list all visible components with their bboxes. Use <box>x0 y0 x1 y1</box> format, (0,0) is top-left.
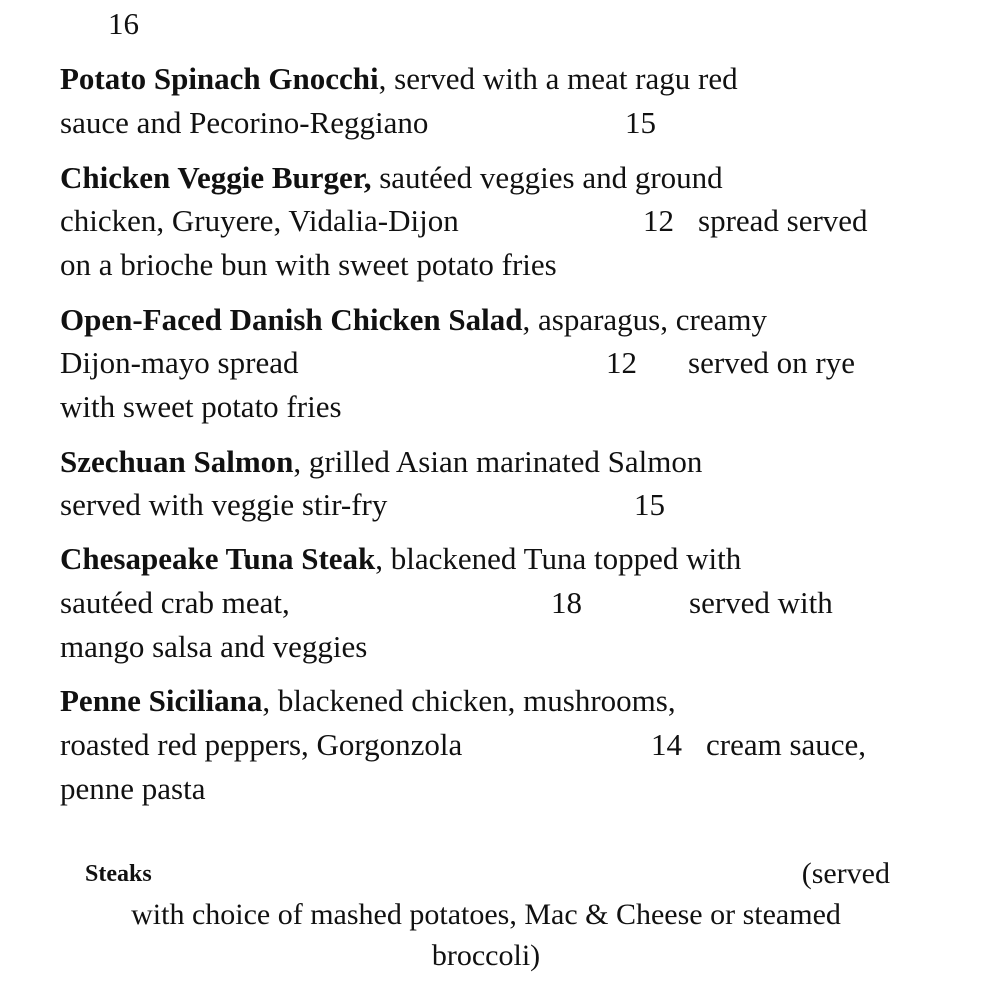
menu-item-name: Chesapeake Tuna Steak <box>60 541 376 576</box>
menu-item-name: Potato Spinach Gnocchi <box>60 61 379 96</box>
menu-item-description: sautéed veggies and ground <box>371 160 723 195</box>
menu-item-description: sautéed crab meat, <box>60 585 290 620</box>
menu-item-line <box>60 61 738 97</box>
menu-item-description: Dijon-mayo spread <box>60 345 299 380</box>
menu-item-name: Penne Siciliana <box>60 683 263 718</box>
menu-item-description: , asparagus, creamy <box>522 302 767 337</box>
menu-item-name: Open-Faced Danish Chicken Salad <box>60 302 523 337</box>
menu-item-description: served on rye <box>688 345 855 380</box>
menu-item-description: cream sauce, <box>706 727 867 762</box>
menu-item-description: sauce and Pecorino-Reggiano <box>60 105 429 140</box>
menu-item-name: Chicken Veggie Burger, <box>60 160 372 195</box>
item-price: 16 <box>108 6 139 41</box>
menu-item-description: served with <box>689 585 833 620</box>
menu-item-description: , blackened chicken, mushrooms, <box>262 683 676 718</box>
item-price: 15 <box>634 487 665 522</box>
menu-item-line <box>60 683 676 719</box>
section-note: with choice of mashed potatoes, Mac & Cheese or steamed <box>131 898 841 931</box>
menu-item-line <box>60 302 767 338</box>
menu-item-description: , served with a meat ragu red <box>378 61 738 96</box>
item-price: 12 <box>606 345 637 380</box>
item-price: 14 <box>651 727 682 762</box>
section-note: broccoli) <box>431 939 541 972</box>
menu-item-description: on a brioche bun with sweet potato fries <box>60 247 557 282</box>
menu-item-description: chicken, Gruyere, Vidalia-Dijon <box>60 203 459 238</box>
section-note: (served <box>801 857 890 890</box>
menu-item-line <box>60 160 723 196</box>
menu-item-description: spread served <box>698 203 868 238</box>
menu-item-description: roasted red peppers, Gorgonzola <box>60 727 463 762</box>
menu-item-line <box>60 541 741 577</box>
menu-item-line <box>60 444 702 480</box>
section-heading: Steaks <box>85 861 152 887</box>
menu-item-description: , blackened Tuna topped with <box>375 541 742 576</box>
item-price: 18 <box>551 585 582 620</box>
menu-item-description: mango salsa and veggies <box>60 629 368 664</box>
item-price: 12 <box>643 203 674 238</box>
menu-item-description: , grilled Asian marinated Salmon <box>293 444 703 479</box>
menu-item-description: with sweet potato fries <box>60 389 342 424</box>
item-price: 15 <box>625 105 656 140</box>
menu-item-description: served with veggie stir-fry <box>60 487 388 522</box>
menu-item-description: penne pasta <box>60 771 206 806</box>
menu-item-name: Szechuan Salmon <box>60 444 294 479</box>
